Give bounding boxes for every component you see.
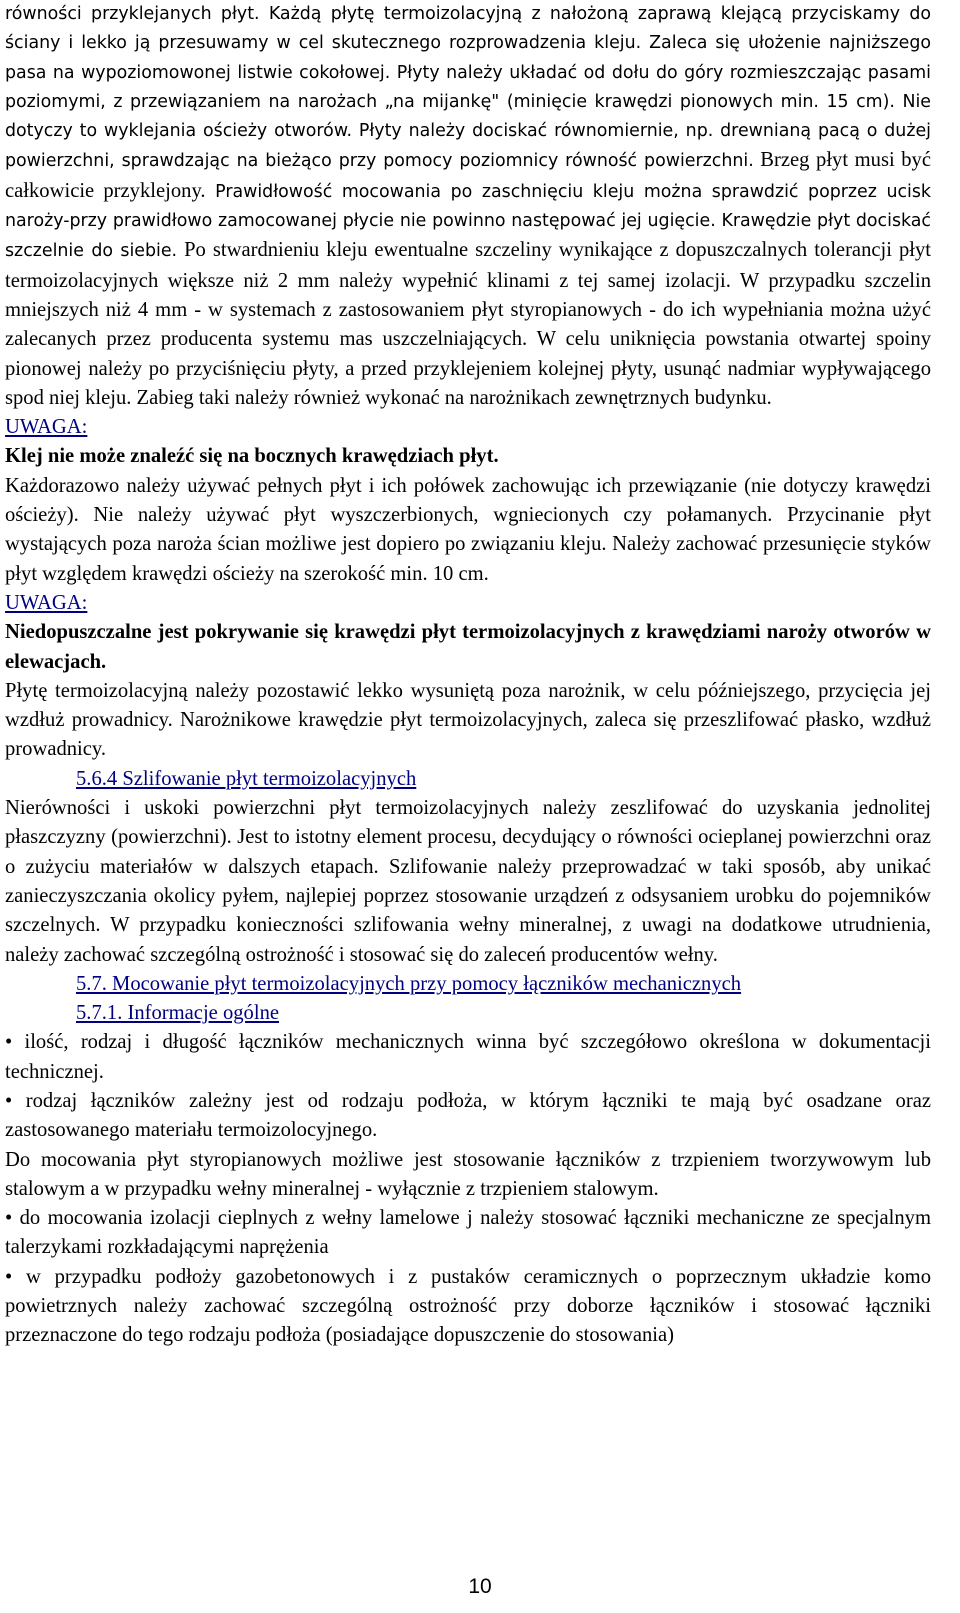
bullet-4: • w przypadku podłoży gazobetonowych i z pustaków ceramicznych o poprzecznym układzie komo powietrznych należy zachować szczególną ostrożność przy doborze łączników i stosować łączniki przeznaczone do tego rodzaju podłoża (posiadające dopuszczenie do stosowania) bbox=[5, 1265, 931, 1347]
section-5-6-4-heading: 5.6.4 Szlifowanie płyt termoizolacyjnych bbox=[76, 767, 417, 790]
warning-2-text: Płytę termoizolacyjną należy pozostawić lekko wysuniętą poza narożnik, w celu późniejszego, przycięcia jej wzdłuż prowadnicy. Narożnikowe krawędzie płyt termoizolacyjnych, zaleca się przeszlifować płasko, wzdłuż prowadnicy. bbox=[5, 679, 931, 761]
warning-1-text: Każdorazowo należy używać pełnych płyt i ich połówek zachowując ich przewiązanie (nie dotyczy krawędzi ościeży). Nie należy używać płyt wyszczerbionych, wgniecionych czy połamanych. Przycinanie płyt wystających poza naroża ścian możliwe jest dopiero po związaniu kleju. Należy zachować przesunięcie styków płyt względem krawędzi ościeży na szerokość min. 10 cm. bbox=[5, 474, 931, 585]
fasteners-paragraph: Do mocowania płyt styropianowych możliwe jest stosowanie łączników z trzpieniem tworzywowym lub stalowym a w przypadku wełny mineralnej - wyłącznie z trzpieniem stalowym. bbox=[5, 1148, 931, 1200]
document-page bbox=[5, 0, 931, 1351]
bullet-3: • do mocowania izolacji cieplnych z wełny lamelowe j należy stosować łączniki mechaniczne ze specjalnym talerzykami rozkładającymi naprężenia bbox=[5, 1207, 931, 1259]
warning-1-bold: Klej nie może znaleźć się na bocznych krawędziach płyt. bbox=[5, 445, 499, 468]
intro-sentence-4: Po stwardnieniu kleju ewentualne szczeliny wynikające z dopuszczalnych tolerancji płyt termoizolacyjnych większe niż 2 mm należy wypełnić klinami z tej samej izolacji. W przypadku szczelin mniejszych niż 4 mm - w systemach z zastosowaniem płyt styropianowych - do ich wypełniania można użyć zalecanych przez producenta systemu mas uszczelniających. W celu uniknięcia powstania otwartej spoiny pionowej należy po przyciśnięciu płyty, a przed przyklejeniem kolejnej płyty, usunąć nadmiar wypływającego spod niej kleju. Zabieg taki należy również wykonać na narożnikach zewnętrznych budynku. bbox=[5, 239, 931, 409]
warning-1-label: UWAGA: bbox=[5, 416, 88, 439]
intro-sentence-3: Prawidłowość mocowania po zaschnięciu kleju można sprawdzić poprzez ucisk naroży-przy prawidłowo zamocowanej płycie nie powinno następować jej ugięcie. Krawędzie płyt dociskać szczelnie do siebie. bbox=[5, 181, 931, 262]
page-number: 10 bbox=[468, 1575, 492, 1598]
bullet-1: • ilość, rodzaj i długość łączników mechanicznych winna być szczegółowo określona w dokumentacji technicznej. bbox=[5, 1031, 931, 1083]
intro-paragraph bbox=[5, 0, 931, 413]
section-5-6-4-text: Nierówności i uskoki powierzchni płyt termoizolacyjnych należy zeszlifować do uzyskania jednolitej płaszczyzny (powierzchni). Jest to istotny element procesu, decydujący o równości ocieplanej powierzchni oraz o zużyciu materiałów w dalszych etapach. Szlifowanie należy przeprowadzać w taki sposób, aby unikać zanieczyszczania okolicy pyłem, najlepiej poprzez stosowanie urządzeń z odsysaniem urobku do pojemników szczelnych. W przypadku konieczności szlifowania wełny mineralnej, z uwagi na dodatkowe utrudnienia, należy zachować szczególną ostrożność i stosować się do zaleceń producentów wełny. bbox=[5, 797, 931, 966]
intro-sentence-2: Brzeg płyt musi być całkowicie przyklejony. bbox=[5, 149, 931, 202]
section-5-7-1-heading: 5.7.1. Informacje ogólne bbox=[76, 1002, 280, 1025]
section-5-7-heading: 5.7. Mocowanie płyt termoizolacyjnych przy pomocy łączników mechanicznych bbox=[76, 972, 742, 995]
bullet-2: • rodzaj łączników zależny jest od rodzaju podłoża, w którym łączniki te mają być osadzane oraz zastosowanego materiału termoizolocyjnego. bbox=[5, 1089, 931, 1142]
intro-sentence-1: równości przyklejanych płyt. Każdą płytę termoizolacyjną z nałożoną zaprawą klejącą przyciskamy do ściany i lekko ją przesuwamy w cel skutecznego rozprowadzenia kleju. Zaleca się ułożenie najniższego pasa na wypoziomowonej listwie cokołowej. Płyty należy układać od dołu do góry rozmieszczając pasami poziomymi, z przewiązaniem na narożach „na mijankę" (minięcie krawędzi pionowych min. 15 cm). Nie dotyczy to wyklejania ościeży otworów. Płyty należy dociskać równomiernie, np. drewnianą pacą o dużej powierzchni, sprawdzając na bieżąco przy pomocy poziomnicy równość powierzchni. bbox=[5, 4, 931, 172]
warning-2-bold: Niedopuszczalne jest pokrywanie się krawędzi płyt termoizolacyjnych z krawędziami naroży otworów w elewacjach. bbox=[5, 621, 931, 673]
warning-2-label: UWAGA: bbox=[5, 591, 88, 614]
